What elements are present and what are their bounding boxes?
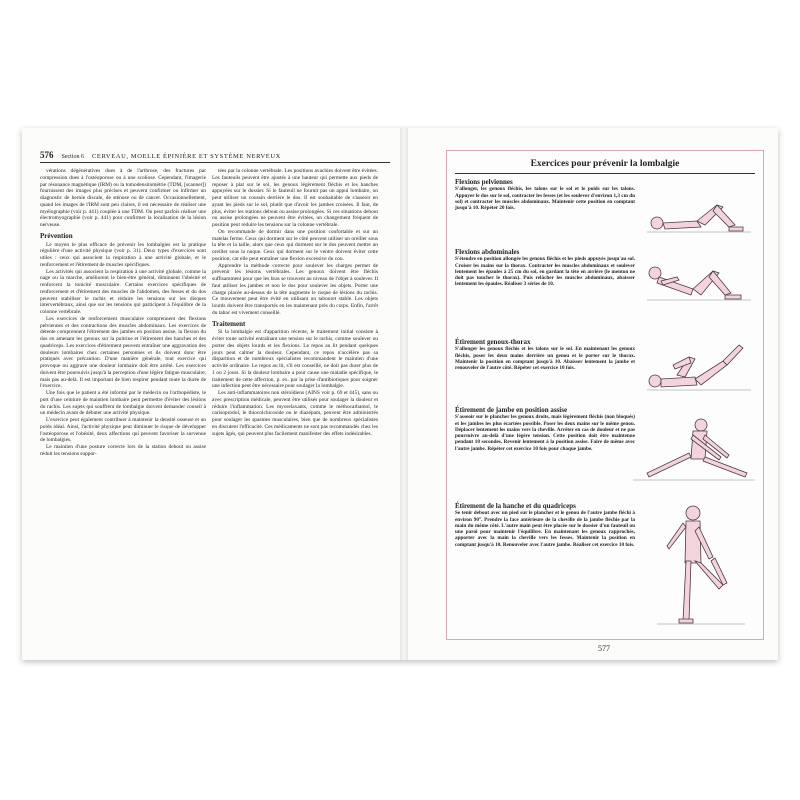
section-heading: Prévention bbox=[40, 231, 73, 240]
body-paragraph: Les anti-inflammatoires non stéroïdiens (AINS voir p. 69 et 445), sans ou avec prescription médicale, peuvent être utilisés pour soulager la douleur et réduire l'inflammation. Les myorelaxants, comme le méthocarbamol, le carisoprodol, le thiocolchicoside ou le diazépam, peuvent être administrés pour soulager les spasmes musculaires, bien que de nombreux spécialistes en discutent l'efficacité. Ces médicaments ne sont pas recommandés chez les sujets âgés, qui peuvent plus facilement manifester des effets indésirables. bbox=[212, 390, 378, 437]
exercise-box bbox=[446, 150, 764, 640]
book-gutter bbox=[400, 128, 408, 660]
seated-leg-stretch-illustration bbox=[629, 413, 759, 489]
body-paragraph: Le maintien d'une posture correcte lors de la station debout ou assise réduit les tensions suppor- bbox=[40, 444, 206, 457]
section-heading: Traitement bbox=[212, 319, 246, 328]
body-paragraph: tées par la colonne vertébrale. Les positions avachies doivent être évitées. Les fauteuils peuvent être ajustés à une hauteur qui permette aux pieds de reposer à plat sur le sol, les genoux légèrement fléchis et les hanches appuyées sur le dossier. Si le fauteuil ne fournit pas un appui lombaire, on peut utiliser un coussin derrière le dos. Il est souhaitable de s'asseoir en ayant les pieds sur le sol, plutôt que d'avoir les jambes croisées. Il faut, de plus, éviter les stations debout ou assise prolongées. Si ces situations debout ou assise prolongées ne peuvent être évitées, un changement fréquent de position peut réduire les tensions sur la colonne vertébrale. bbox=[212, 168, 378, 228]
running-header bbox=[40, 150, 390, 163]
exercise-4 bbox=[455, 407, 635, 452]
body-paragraph: Si la lombalgie est d'apparition récente, le traitement initial consiste à éviter toute activité entraînant une tension sur le rachis, comme soulever ou porter des objets lourds et les flexions. Le repos au lit pendant quelques jours peut calmer la douleur. Cependant, ce repos n'accélère pas sa disparition et de nombreux spécialistes recommandent le maintien d'une activité ordinaire. Le repos au lit, s'il est conseillé, ne doit pas durer plus de 1 ou 2 jours. Si la douleur lombaire a pour cause une maladie spécifique, le traitement de cette affection, p. ex. par la prise d'antibiotiques pour soigner une infection peut être nécessaire pour soulager la lombalgie. bbox=[212, 329, 378, 390]
right-page bbox=[408, 128, 778, 660]
exercise-heading: Étirement genoux-thorax bbox=[455, 338, 531, 346]
exercise-heading: Flexions abdominales bbox=[455, 248, 520, 256]
page-number-right: 577 bbox=[598, 644, 610, 653]
body-paragraph: Apprendre la méthode correcte pour soulever les charges permet de prévenir les lésions vertébrales. Les genoux doivent être fléchis suffisamment pour que les bras se trouvent au niveau de l'objet à soulever. Il faut utiliser les jambes et non le dos pour soulever les objets. Porter une charge placée au-dessus de la tête augmente le risque de lésions du rachis. Ce mouvement peut être évité en utilisant un tabouret stable. Les objets lourds doivent être transportés en les maintenant près du corps. Enfin, l'arrêt du tabac est vivement conseillé. bbox=[212, 262, 378, 316]
body-paragraph: Les exercices de renforcement musculaire comprennent des flexions pelviennes et des contractions des muscles abdominaux. Les exercices de détente comprennent l'étirement des jambes en position assise, la flexion du dos en amenant les genoux sur la poitrine et l'étirement des hanches et des quadriceps. Les exercices d'étirement peuvent entraîner une aggravation des douleurs lombaires chez certaines personnes et ils doivent donc être pratiqués avec précaution. D'une manière générale, tout exercice qui provoque ou aggrave une douleur lombaire doit être arrêté. Les exercices doivent être poursuivis jusqu'à la perception d'une légère fatigue musculaire, mais pas au-delà. Il est important de bien respirer pendant toute la durée de l'exercice. bbox=[40, 315, 206, 390]
text-column-1 bbox=[40, 168, 206, 648]
exercise-heading: Étirement de la hanche et du quadriceps bbox=[455, 502, 576, 510]
exercise-1 bbox=[455, 179, 635, 211]
exercise-5 bbox=[455, 503, 635, 548]
body-paragraph: L'exercice peut également contribuer à maintenir la densité osseuse et un poids idéal. Ainsi, l'activité physique peut diminuer le risque de développer l'ostéoporose et l'obésité, deux affections qui peuvent favoriser la survenue de lombalgies. bbox=[40, 417, 206, 444]
left-page bbox=[22, 128, 400, 660]
page-number-left: 576 bbox=[40, 150, 54, 160]
hip-quadriceps-stretch-illustration bbox=[653, 501, 749, 629]
body-paragraph: Le moyen le plus efficace de prévenir les lombalgies est la pratique régulière d'une activité physique (voir p. 31). Deux types d'exercices sont utiles : ceux qui associent la respiration à une activité globale, et le renforcement et l'étirement de muscles spécifiques. bbox=[40, 241, 206, 268]
exercise-text: S'asseoir sur le plancher les genoux droits, mais légèrement fléchis (non bloqués) et les jambes les plus écartées possible. Poser les deux mains sur le même genou. Déplacer lentement les mains vers la cheville. Arrêter en cas de douleur et ne pas poursuivre au-delà d'une légère tension. Cette position doit être maintenue pendant 10 secondes. Revenir lentement à la position assise. Faire de même avec l'autre jambe. Répéter cet exercice 10 fois pour chaque jambe. bbox=[455, 414, 635, 452]
text-column-2 bbox=[212, 168, 378, 648]
body-paragraph: Les activités qui associent la respiration à une activité globale, comme la nage ou la marche, améliorent le bien-être général, diminuent l'obésité et renforcent la tonicité musculaire. Certains exercices spécifiques de renforcement et d'étirement des muscles de l'abdomen, des fesses et du dos peuvent stabiliser le rachis et réduire les tensions sur les disques intervertébraux, ainsi que sur les tensions qui participent à l'équilibre de la colonne vertébrale. bbox=[40, 268, 206, 315]
book-spread bbox=[22, 128, 778, 660]
exercise-heading: Flexions pelviennes bbox=[455, 178, 513, 186]
abdominal-crunch-illustration bbox=[643, 255, 755, 305]
body-paragraph: On recommande de dormir dans une position confortable et sur un matelas ferme. Ceux qui dorment sur le côté peuvent utiliser un oreiller sous la tête et la taille, alors que ceux qui dorment sur le dos peuvent mettre un oreiller sous la nuque. Ceux qui dorment sur le ventre doivent éviter cette position, car elle peut entraîner une flexion excessive du cou. bbox=[212, 228, 378, 262]
exercise-3 bbox=[455, 339, 635, 371]
chapter-title: CERVEAU, MOELLE ÉPINIÈRE ET SYSTÈME NERVEUX bbox=[92, 153, 281, 160]
body-paragraph: vérations dégénératives dues à de l'arthrose, des fractures par compression dues à l'ostéoporose ou à une scoliose. Cependant, l'imagerie par résonance magnétique (IRM) ou la tomodensitométrie (TDM, [scanner]) fournissent des images plus précises et peuvent confirmer ou infirmer un diagnostic de hernie discale, de sténose ou de cancer. Occasionnellement, quand les images de l'IRM sont peu claires, il est nécessaire de réaliser une myélographie (voir p. 441) couplée à une TDM. On peut parfois réaliser une électromyographie (voir p. 441) pour confirmer la localisation de la lésion nerveuse. bbox=[40, 168, 206, 228]
box-title-rule bbox=[455, 173, 755, 174]
body-paragraph: Une fois que le patient a été informé par le médecin ou l'orthopédiste, le port d'une ceinture de maintien lombaire peut permettre d'éviter des lésions du rachis. Les sujets qui souffrent de lombalgie doivent demander conseil à un médecin avant de débuter une activité physique. bbox=[40, 390, 206, 417]
section-label: Section 6 bbox=[61, 154, 84, 160]
exercise-2 bbox=[455, 249, 635, 288]
knee-to-chest-illustration bbox=[643, 339, 755, 395]
exercise-text: S'étendre en position allongée les genoux fléchis et les pieds appuyés jusqu'au sol. Croiser les mains sur la thorax. Contracter les muscles abdominaux et soulever lentement les épaules à 25 cm du sol, en gardant la tête en arrière (le menton ne doit pas toucher le thorax). Puis relâcher les muscles abdominaux, abaisser lentement les épaules. Réaliser 3 séries de 10. bbox=[455, 256, 635, 288]
box-title: Exercices pour prévenir la lombalgie bbox=[530, 159, 680, 169]
exercise-text: S'allonger, les genoux fléchis, les talons sur le sol et le poids sur les talons. Appuyer le dos sur le sol, contracter les fesses (et les soulever d'environ 1,3 cm du sol) et contracter les muscles abdominaux. Maintenir cette position en comptant jusqu'à 10. Répéter 20 fois. bbox=[455, 186, 635, 212]
exercise-text: Se tenir debout avec un pied sur le plancher et le genou de l'autre jambe fléchi à environ 90°. Prendre la face antérieure de la cheville de la jambe fléchie par la main du même côté. L'autre main peut être placée sur le dossier d'un fauteuil ou une paroi pour maintenir l'équilibre. En maintenant les genoux rapprochés, apporter avec la main la cheville vers les fesses. Maintenir la position en comptant jusqu'à 10. Renouveler avec l'autre jambe. Réaliser cet exercice 10 fois. bbox=[455, 510, 635, 548]
exercise-heading: Étirement de jambe en position assise bbox=[455, 406, 568, 414]
exercise-text: S'allonger les genoux fléchis et les talons sur le sol. En maintenant les genoux fléchis, poser les deux mains derrière un genou et le porter sur le thorax. Maintenir la position en comptant jusqu'à 10. Abaisser lentement la jambe et renouveler de l'autre côté. Répéter cet exercice 10 fois. bbox=[455, 346, 635, 372]
pelvic-tilt-illustration bbox=[643, 187, 755, 237]
